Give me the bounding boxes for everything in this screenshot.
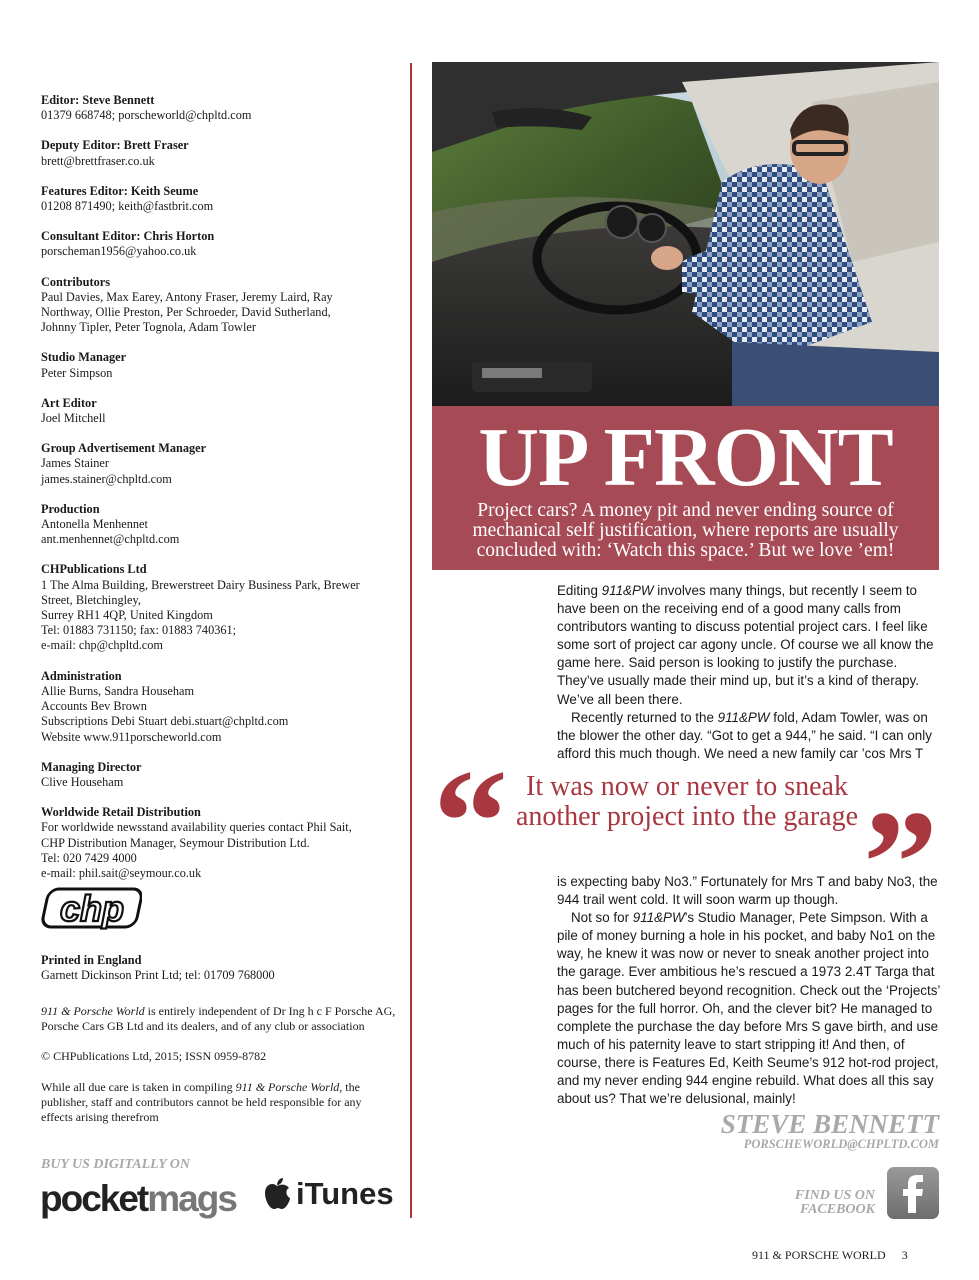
facebook-label[interactable] <box>770 1189 875 1217</box>
credit-line: Tel: 01883 731150; fax: 01883 740361; <box>41 623 237 638</box>
credit-role: Managing Director <box>41 759 142 774</box>
credit-block <box>41 396 391 426</box>
credit-role: Art Editor <box>41 395 97 410</box>
credit-line: Allie Burns, Sandra Househam <box>41 683 195 698</box>
credit-line: Tel: 020 7429 4000 <box>41 850 137 865</box>
itunes-logo[interactable] <box>262 1176 394 1212</box>
credit-block <box>41 229 391 259</box>
pocketmags-a: pocket <box>40 1178 148 1219</box>
printed-heading: Printed in England <box>41 953 142 967</box>
body-paragraph-4: Not so for 911&PW’s Studio Manager, Pete Simpson. With a pile of money burning a hole in his pocket, and baby No1 on the way, he knew it was now or never to sneak another project into the garage. Ever ambitious he’s rescued a 1973 2.4T Targa that has been butchered beyond recognition. Check out the ‘Projects’ pages for the full horror. Oh, and the clever bit? He managed to complete the purchase the day before Mrs S gave birth, and use much of his paternity leave to start stripping it! And then, of course, there is Features Ed, Keith Seume’s 912 hot-rod project, and my never ending 944 engine rebuild. What does all this say about us? That we’re delusional, mainly! <box>557 910 940 1107</box>
credit-block <box>41 350 391 380</box>
driver-photo <box>432 62 939 406</box>
credit-role: Editor: Steve Bennett <box>41 93 155 107</box>
open-quote-mark: “ <box>433 739 508 905</box>
legal-disclaimer: While all due care is taken in compiling 911 & Porsche World, the publisher, staff and contributors cannot be held responsible for any effects arising therefrom <box>41 1079 362 1125</box>
credit-block <box>41 562 391 653</box>
credit-line: For worldwide newsstand availability queries contact Phil Sait, <box>41 820 352 835</box>
chp-logo-text: chp <box>59 888 125 929</box>
credit-role: Deputy Editor: Brett Fraser <box>41 138 189 153</box>
pocketmags-b: mags <box>147 1178 236 1219</box>
up-front-banner <box>432 406 939 570</box>
credit-block <box>41 93 391 123</box>
page-number: 3 <box>901 1248 908 1262</box>
credit-block <box>41 669 391 745</box>
credit-role: Contributors <box>41 274 111 289</box>
credit-block <box>41 441 391 487</box>
standfirst: Project cars? A money pit and never ending source of mechanical self justification, where reports are usually concluded with: ‘Watch this space.’ But we love ’em! <box>472 500 899 561</box>
credit-role: Production <box>41 501 100 516</box>
credit-line: Website www.911porscheworld.com <box>41 729 222 744</box>
printed-line: Garnett Dickinson Print Ltd; tel: 01709 768000 <box>41 968 275 983</box>
credit-block <box>41 184 391 214</box>
credit-line: 1 The Alma Building, Brewerstreet Dairy Business Park, Brewer <box>41 577 360 592</box>
credit-line: Subscriptions Debi Stuart debi.stuart@chpltd.com <box>41 714 289 729</box>
credit-line: CHP Distribution Manager, Seymour Distribution Ltd. <box>41 835 310 850</box>
author-name: STEVE BENNETT <box>720 1109 939 1139</box>
credit-block <box>41 138 391 168</box>
credit-line: Street, Bletchingley, <box>41 592 141 607</box>
credit-line: e-mail: phil.sait@seymour.co.uk <box>41 865 202 880</box>
pull-quote: It was now or never to sneak another project into the garage <box>515 771 859 832</box>
page-title: UP FRONT <box>478 411 893 504</box>
legal-copyright: © CHPublications Ltd, 2015; ISSN 0959-8782 <box>41 1049 267 1064</box>
article-body-bottom <box>557 873 941 1108</box>
credit-line: e-mail: chp@chpltd.com <box>41 638 163 653</box>
credit-role: Consultant Editor: Chris Horton <box>41 229 215 244</box>
column-divider <box>410 63 412 1218</box>
close-quote-mark: ” <box>863 780 938 946</box>
credit-line: 01379 668748; porscheworld@chpltd.com <box>41 108 252 123</box>
author-email[interactable]: PORSCHEWORLD@CHPLTD.COM <box>743 1137 939 1151</box>
body-paragraph-1: Editing 911&PW involves many things, but recently I seem to have been on the receiving end of a good many calls from contributors wanting to discuss potential project cars. I feel like some sort of project car agony uncle. Of course we all know the game here. Said person is looking to justify the purchase. They’ve usually made their mind up, but it’s a kind of therapy. We’ve all been there. <box>557 583 934 707</box>
credit-line: Joel Mitchell <box>41 411 106 426</box>
facebook-icon[interactable] <box>887 1167 939 1219</box>
credit-line: Antonella Menhennet <box>41 517 148 532</box>
credit-block <box>41 805 391 881</box>
credit-line: Accounts Bev Brown <box>41 699 147 714</box>
pocketmags-logo[interactable] <box>40 1178 236 1220</box>
credit-line: 01208 871490; keith@fastbrit.com <box>41 199 214 214</box>
credit-block <box>41 760 391 790</box>
credit-line: brett@brettfraser.co.uk <box>41 153 155 168</box>
credit-role: Features Editor: Keith Seume <box>41 183 199 198</box>
masthead-credits <box>41 93 391 896</box>
legal-notices <box>41 1004 396 1140</box>
facebook-label-1: FIND US ON <box>794 1188 875 1203</box>
page-footer <box>752 1248 908 1263</box>
credit-line: Northway, Ollie Preston, Per Schroeder, David Sutherland, <box>41 305 331 320</box>
facebook-label-2: FACEBOOK <box>800 1202 875 1217</box>
chp-logo <box>40 885 142 931</box>
credit-line: ant.menhennet@chpltd.com <box>41 532 180 547</box>
legal-independence: 911 & Porsche World is entirely independent of Dr Ing h c F Porsche AG, Porsche Cars GB Ltd and its dealers, and of any club or association <box>41 1004 396 1034</box>
credit-line: james.stainer@chpltd.com <box>41 471 172 486</box>
credit-block <box>41 502 391 548</box>
body-paragraph-2: Recently returned to the 911&PW fold, Adam Towler, was on the blower the other day. “Got to get a 944,” he said. “I can only afford this much though. We need a new family car ’cos Mrs T <box>557 709 932 761</box>
credit-role: Group Advertisement Manager <box>41 441 207 456</box>
buy-digitally-label: BUY US DIGITALLY ON <box>41 1157 190 1172</box>
credit-block <box>41 275 391 336</box>
body-paragraph-3: is expecting baby No3.” Fortunately for Mrs T and baby No3, the 944 trail went cold. It will soon warm up though. <box>557 874 938 908</box>
footer-magazine-title: 911 & PORSCHE WORLD <box>752 1248 886 1262</box>
credit-line: Clive Househam <box>41 774 124 789</box>
itunes-text: iTunes <box>296 1176 394 1211</box>
credit-line: Paul Davies, Max Earey, Antony Fraser, Jeremy Laird, Ray <box>41 289 333 304</box>
credit-line: Peter Simpson <box>41 365 113 380</box>
apple-icon <box>262 1177 292 1211</box>
credit-line: Johnny Tipler, Peter Tognola, Adam Towler <box>41 320 256 335</box>
credit-role: Studio Manager <box>41 350 127 365</box>
printed-in-england <box>41 953 401 983</box>
credit-role: Administration <box>41 668 122 683</box>
article-body-top <box>557 582 941 763</box>
credit-role: CHPublications Ltd <box>41 562 147 577</box>
credit-role: Worldwide Retail Distribution <box>41 805 201 820</box>
credit-line: James Stainer <box>41 456 109 471</box>
credit-line: porscheman1956@yahoo.co.uk <box>41 244 197 259</box>
credit-line: Surrey RH1 4QP, United Kingdom <box>41 608 213 623</box>
